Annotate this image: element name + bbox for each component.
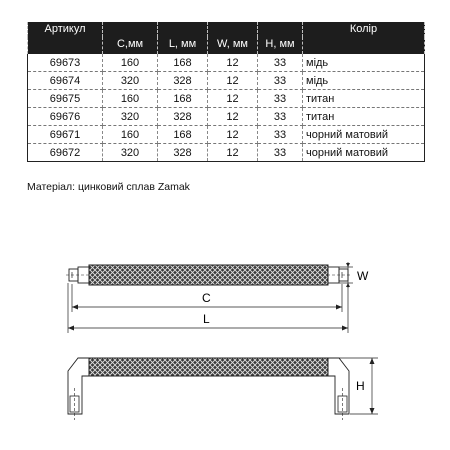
dimension-h [330,358,378,414]
cell-c: 160 [103,126,158,144]
cell-c: 320 [103,72,158,90]
material-note: Матеріал: цинковий сплав Zamak [27,181,190,193]
cell-l: 168 [158,126,208,144]
cell-w: 12 [208,144,258,162]
cell-l: 168 [158,90,208,108]
cell-w: 12 [208,90,258,108]
cell-w: 12 [208,72,258,90]
handle-top-view [66,265,352,285]
cell-color: чорний матовий [303,126,425,144]
cell-w: 12 [208,54,258,72]
header-l: L, мм [158,37,208,54]
label-l: L [203,312,210,326]
cell-c: 320 [103,108,158,126]
cell-w: 12 [208,126,258,144]
label-c: C [202,291,211,305]
cell-h: 33 [258,108,303,126]
cell-article: 69671 [28,126,103,144]
label-h: H [356,379,365,393]
cell-h: 33 [258,90,303,108]
cell-h: 33 [258,72,303,90]
cell-article: 69674 [28,72,103,90]
cell-l: 328 [158,108,208,126]
leg-left [68,358,89,414]
cell-c: 160 [103,54,158,72]
cell-c: 320 [103,144,158,162]
leg-right [328,358,349,414]
header-h: H, мм [258,37,303,54]
cell-color: мідь [303,72,425,90]
label-w: W [357,269,369,283]
cell-article: 69676 [28,108,103,126]
cell-l: 168 [158,54,208,72]
header-article: Артикул [28,22,103,37]
cell-h: 33 [258,54,303,72]
cell-w: 12 [208,108,258,126]
cell-color: мідь [303,54,425,72]
cell-c: 160 [103,90,158,108]
handle-grip-top [89,265,328,285]
cell-color: титан [303,108,425,126]
cell-l: 328 [158,72,208,90]
header-c: С,мм [103,37,158,54]
dimension-w [339,262,353,288]
cell-l: 328 [158,144,208,162]
cell-color: титан [303,90,425,108]
cell-color: чорний матовий [303,144,425,162]
cell-article: 69675 [28,90,103,108]
cell-article: 69673 [28,54,103,72]
handle-side-view [68,358,349,420]
header-w: W, мм [208,37,258,54]
header-color: Колір [303,22,425,37]
handle-grip-side [89,358,328,376]
cell-article: 69672 [28,144,103,162]
cell-h: 33 [258,126,303,144]
cell-h: 33 [258,144,303,162]
